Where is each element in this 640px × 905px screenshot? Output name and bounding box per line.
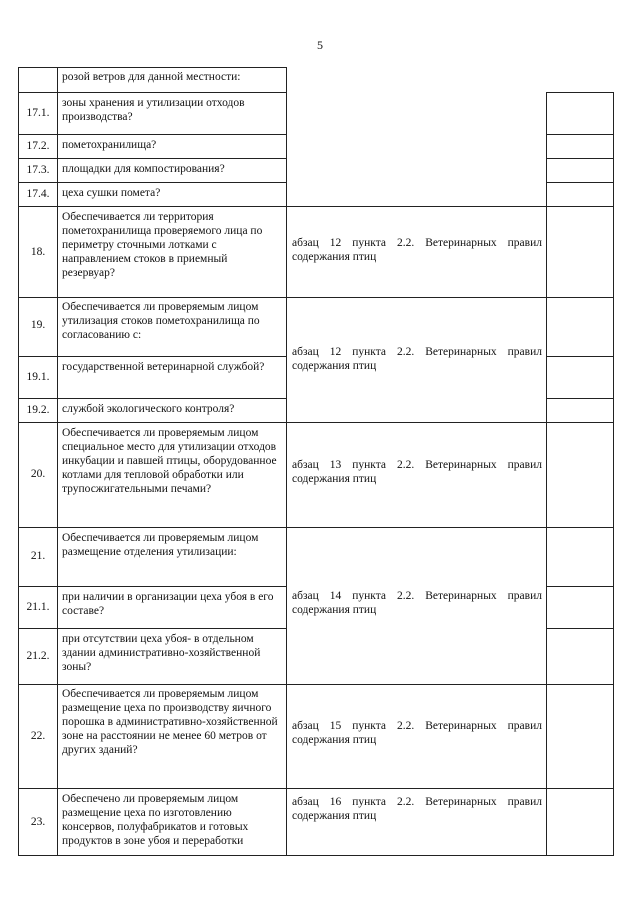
right-col-divider	[546, 628, 614, 629]
row-number: 22.	[30, 730, 46, 742]
question-text: при наличии в организации цеха убоя в его составе?	[62, 591, 274, 617]
row-number: 19.	[30, 319, 46, 331]
reference-text: абзац 12 пункта 2.2. Ветеринарных правил содержания птиц	[292, 237, 542, 263]
row-number: 17.3.	[26, 164, 50, 176]
table-question-divider	[286, 67, 287, 856]
question-text: Обеспечивается ли территория пометохранилища проверяемого лица по периметру сточными лотками с направлением стоков в приемный резервуар?	[62, 211, 263, 279]
row-number: 17.2.	[26, 140, 50, 152]
row-divider	[18, 684, 614, 685]
row-number: 23.	[30, 816, 46, 828]
row-number: 21.	[30, 550, 46, 562]
row-divider	[18, 206, 614, 207]
row-number: 19.1.	[26, 371, 50, 383]
row-divider	[18, 356, 287, 357]
row-number: 17.4.	[26, 188, 50, 200]
row-divider	[18, 297, 614, 298]
table-top-border-right	[546, 92, 614, 93]
question-text: Обеспечивается ли проверяемым лицом специальное место для утилизации отходов инкубации и павшей птицы, оборудованное котлами для тепловой обработки или трупосжигательными печами?	[62, 427, 277, 495]
row-divider	[18, 158, 287, 159]
row-number: 20.	[30, 468, 46, 480]
question-text: Обеспечивается ли проверяемым лицом размещение цеха по производству яичного порошка в административно-хозяйственной зоне на расстоянии не менее 60 метров от других зданий?	[62, 688, 278, 756]
row-divider	[18, 182, 287, 183]
question-text: Обеспечивается ли проверяемым лицом размещение отделения утилизации:	[62, 532, 259, 558]
right-col-divider	[546, 134, 614, 135]
row-number: 19.2.	[26, 404, 50, 416]
row-divider	[18, 134, 287, 135]
question-text: цеха сушки помета?	[62, 187, 161, 199]
question-text: при отсутствии цеха убоя- в отдельном здании административно-хозяйственной зоны?	[62, 633, 261, 673]
question-text: розой ветров для данной местности:	[62, 71, 241, 83]
question-text: площадки для компостирования?	[62, 163, 225, 175]
right-col-divider	[546, 356, 614, 357]
question-text: службой экологического контроля?	[62, 403, 235, 415]
question-text: государственной ветеринарной службой?	[62, 361, 265, 373]
table-bottom-border	[18, 855, 614, 856]
right-col-divider	[546, 182, 614, 183]
row-divider	[18, 398, 287, 399]
row-divider	[18, 628, 287, 629]
row-number: 21.1.	[26, 601, 50, 613]
right-col-divider	[546, 158, 614, 159]
row-number: 17.1.	[26, 107, 50, 119]
reference-text: абзац 16 пункта 2.2. Ветеринарных правил содержания птиц	[292, 796, 542, 822]
row-divider	[18, 422, 614, 423]
row-divider	[18, 92, 287, 93]
row-divider	[18, 788, 614, 789]
reference-text: абзац 15 пункта 2.2. Ветеринарных правил содержания птиц	[292, 720, 542, 746]
question-text: Обеспечено ли проверяемым лицом размещение цеха по изготовлению консервов, полуфабрикатов и готовых продуктов в зоне убоя и переработки	[62, 793, 249, 847]
row-divider	[18, 527, 614, 528]
question-text: Обеспечивается ли проверяемым лицом утилизация стоков пометохранилища по согласованию с:	[62, 301, 260, 341]
question-text: зоны хранения и утилизации отходов производства?	[62, 97, 245, 123]
page-number: 5	[317, 38, 323, 52]
table-top-border	[18, 67, 287, 68]
question-text: пометохранилища?	[62, 139, 157, 151]
reference-text: абзац 13 пункта 2.2. Ветеринарных правил содержания птиц	[292, 459, 542, 485]
reference-text: абзац 14 пункта 2.2. Ветеринарных правил содержания птиц	[292, 590, 542, 616]
row-number: 18.	[30, 246, 46, 258]
row-number: 21.2.	[26, 650, 50, 662]
reference-text: абзац 12 пункта 2.2. Ветеринарных правил содержания птиц	[292, 346, 542, 372]
right-col-divider	[546, 398, 614, 399]
row-divider	[18, 586, 287, 587]
right-col-divider	[546, 586, 614, 587]
